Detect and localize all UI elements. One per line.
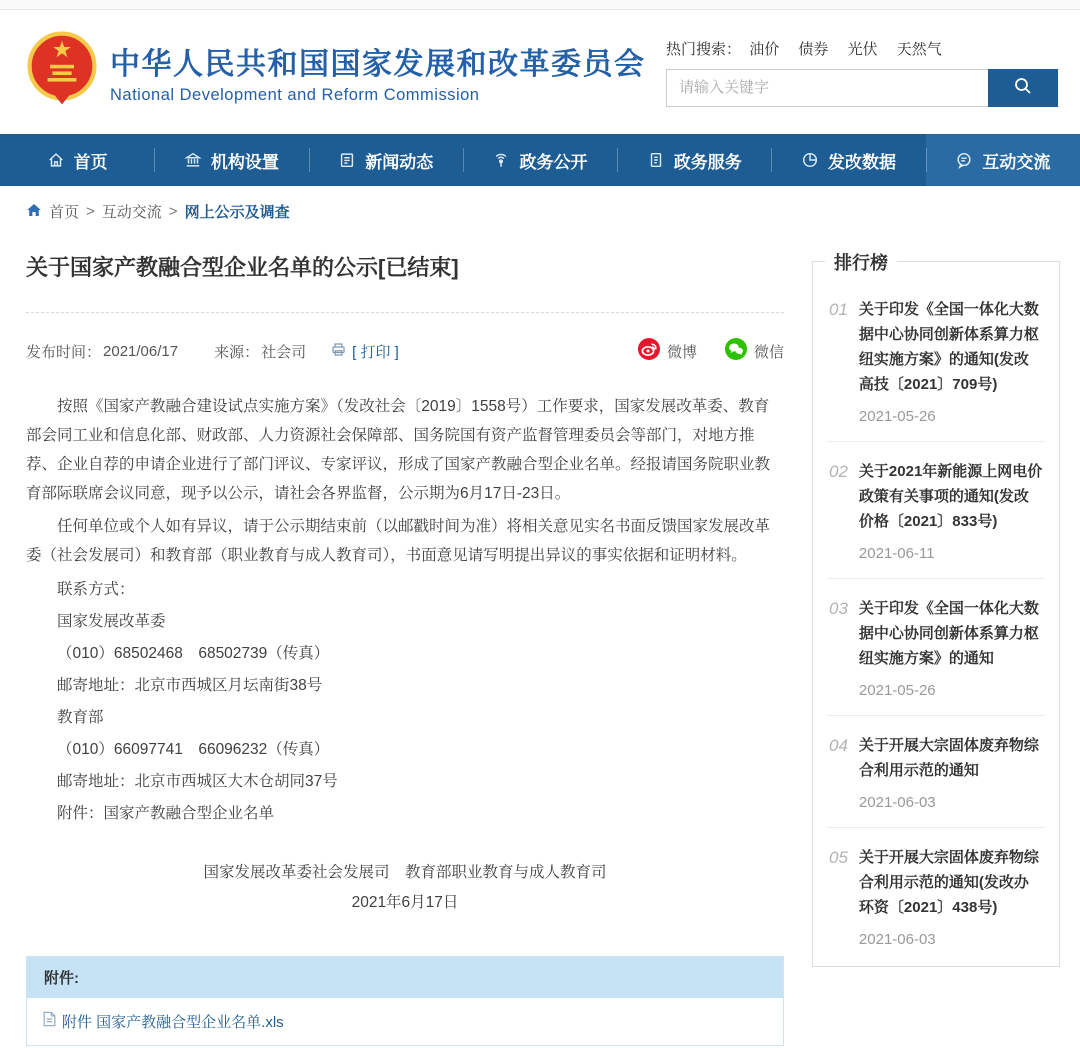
sidebar [812, 253, 1060, 967]
pie-chart-icon [801, 151, 819, 169]
site-title: 中华人民共和国国家发展和改革委员会 [110, 48, 646, 81]
share-wechat-label: 微信 [753, 343, 784, 361]
nav-item-label: 政务公开 [519, 152, 588, 172]
national-emblem-icon [24, 30, 100, 114]
site-subtitle: National Development and Reform Commission [110, 86, 480, 104]
nav-item-label: 首页 [73, 152, 108, 172]
attachment-box [26, 956, 784, 1046]
brand-text [110, 39, 646, 105]
rank-number: 02 [829, 462, 848, 481]
article-paragraph: 任何单位或个人如有异议，请于公示期结束前（以邮戳时间为准）将相关意见实名书面反馈国家发展改革委（社会发展司）和教育部（职业教育与成人教育司），书面意见请写明提出异议的事实依据和证明材料。 [26, 518, 771, 564]
document-icon [647, 151, 665, 169]
rank-item-date: 2021-05-26 [858, 408, 936, 425]
weibo-icon [638, 338, 660, 364]
nav-item-interaction[interactable] [926, 134, 1080, 186]
signature-date: 2021年6月17日 [351, 894, 459, 911]
share-wechat[interactable] [725, 338, 784, 364]
article [26, 235, 784, 1046]
attachment-row [27, 998, 783, 1045]
share-weibo-label: 微博 [666, 343, 697, 361]
nav-item-data[interactable] [771, 134, 925, 186]
contact-line: 附件：国家产教融合型企业名单 [57, 805, 275, 822]
print-label: [ 打印 ] [352, 343, 399, 361]
attachment-link[interactable]: 附件 国家产教融合型企业名单.xls [62, 1014, 284, 1031]
rank-item-link[interactable]: 关于印发《全国一体化大数据中心协同创新体系算力枢纽实施方案》的通知 [858, 600, 1039, 667]
rank-item-link[interactable]: 关于2021年新能源上网电价政策有关事项的通知(发改价格〔2021〕833号) [858, 463, 1043, 530]
rank-number: 01 [829, 300, 848, 319]
breadcrumb [0, 186, 1080, 235]
contact-line: 联系方式： [57, 581, 135, 598]
site-brand [24, 30, 646, 114]
rank-item-date: 2021-06-03 [858, 794, 936, 811]
contact-line: 邮寄地址：北京市西城区月坛南街38号 [57, 677, 323, 694]
contact-line: 邮寄地址：北京市西城区大木仓胡同37号 [57, 773, 338, 790]
breadcrumb-separator: > [86, 203, 95, 220]
home-icon [47, 151, 65, 169]
nav-item-home[interactable] [0, 134, 154, 186]
search-input[interactable] [666, 69, 988, 107]
rank-item-link[interactable]: 关于开展大宗固体废弃物综合利用示范的通知(发改办环资〔2021〕438号) [858, 849, 1039, 916]
hot-search-term[interactable]: 光伏 [847, 40, 878, 58]
content [0, 235, 1080, 1046]
source-value: 社会司 [261, 343, 307, 361]
file-icon [42, 1011, 57, 1032]
publish-date: 2021/06/17 [103, 342, 179, 360]
nav-item-disclosure[interactable] [463, 134, 617, 186]
print-button[interactable] [330, 341, 399, 362]
ranking-item [827, 579, 1045, 716]
nav-item-org[interactable] [154, 134, 308, 186]
institution-icon [184, 151, 202, 169]
share-bar [638, 338, 784, 364]
printer-icon [330, 341, 347, 362]
source-label: 来源： [214, 343, 260, 361]
rank-number: 04 [829, 736, 848, 755]
breadcrumb-interaction[interactable]: 互动交流 [101, 204, 162, 221]
top-strip [0, 0, 1080, 10]
contact-line: 国家发展改革委 [57, 613, 166, 630]
wechat-icon [725, 338, 747, 364]
rank-item-date: 2021-05-26 [858, 682, 936, 699]
contact-line: 教育部 [57, 709, 104, 726]
hot-search-term[interactable]: 天然气 [896, 40, 942, 58]
home-icon [26, 202, 42, 222]
hot-search [666, 38, 1058, 59]
site-header [0, 10, 1080, 134]
rank-number: 03 [829, 599, 848, 618]
nav-item-label: 互动交流 [982, 152, 1051, 172]
publish-date-label: 发布时间： [26, 343, 102, 361]
breadcrumb-home[interactable]: 首页 [49, 204, 80, 221]
divider [26, 312, 784, 313]
signature-block [26, 858, 784, 918]
page-title: 关于国家产教融合型企业名单的公示[已结束] [26, 255, 459, 280]
search-button[interactable] [988, 69, 1058, 107]
search-bar [666, 69, 1058, 107]
rank-number: 05 [829, 848, 848, 867]
hot-search-label: 热门搜索： [666, 40, 742, 58]
nav-item-label: 政务服务 [673, 152, 742, 172]
contact-line: （010）68502468 68502739（传真） [57, 645, 330, 662]
rank-item-link[interactable]: 关于开展大宗固体废弃物综合利用示范的通知 [858, 737, 1039, 779]
ranking-title: 排行榜 [825, 249, 897, 275]
nav-item-services[interactable] [617, 134, 771, 186]
ranking-item [827, 442, 1045, 579]
nav-item-news[interactable] [309, 134, 463, 186]
chat-icon [955, 151, 973, 169]
article-body [26, 392, 784, 918]
header-right [666, 38, 1058, 107]
signature: 国家发展改革委社会发展司 教育部职业教育与成人教育司 [203, 864, 607, 881]
article-meta [26, 338, 784, 364]
ranking-item [827, 280, 1045, 442]
rank-item-date: 2021-06-03 [858, 931, 936, 948]
attachment-header: 附件: [27, 957, 783, 998]
nav-item-label: 新闻动态 [365, 152, 434, 172]
news-icon [338, 151, 356, 169]
contact-line: （010）66097741 66096232（传真） [57, 741, 330, 758]
nav-item-label: 发改数据 [828, 152, 897, 172]
nav-item-label: 机构设置 [210, 152, 279, 172]
rank-item-date: 2021-06-11 [858, 545, 935, 562]
rank-item-link[interactable]: 关于印发《全国一体化大数据中心协同创新体系算力枢纽实施方案》的通知(发改高技〔2021〕709号) [858, 301, 1039, 393]
ranking-item [827, 828, 1045, 964]
breadcrumb-current: 网上公示及调查 [184, 204, 290, 221]
breadcrumb-separator: > [168, 203, 178, 220]
main-nav [0, 134, 1080, 186]
article-paragraph: 按照《国家产教融合建设试点实施方案》（发改社会〔2019〕1558号）工作要求，国家发展改革委、教育部会同工业和信息化部、财政部、人力资源社会保障部、国务院国有资产监督管理委员会等部门，对地方推荐、企业自荐的申请企业进行了部门评议、专家评议，形成了国家产教融合型企业名单。经报请国务院职业教育部际联席会议同意，现予以公示，请社会各界监督，公示期为6月17日-23日。 [26, 398, 771, 502]
share-weibo[interactable] [638, 338, 697, 364]
hot-search-term[interactable]: 债券 [798, 40, 829, 58]
hot-search-term[interactable]: 油价 [749, 40, 780, 58]
magnifier-icon [1013, 76, 1033, 99]
ranking-box [812, 253, 1060, 967]
broadcast-icon [492, 151, 510, 169]
ranking-item [827, 716, 1045, 828]
